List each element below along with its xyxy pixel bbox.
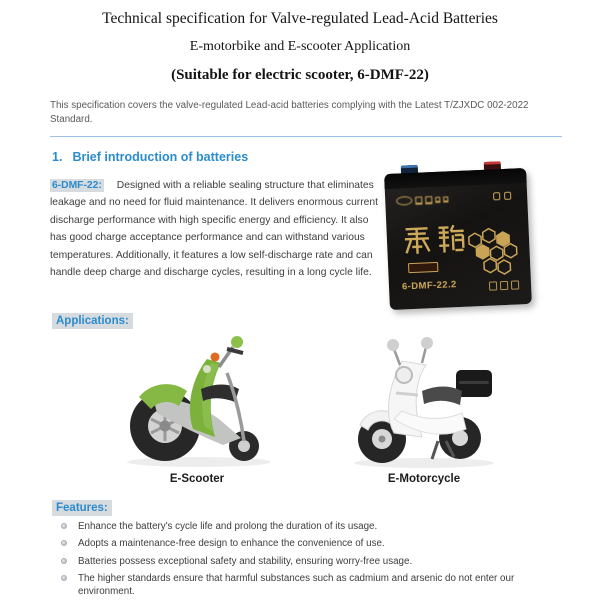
cert-icon bbox=[489, 281, 497, 290]
cert-icon bbox=[511, 280, 519, 289]
feature-item bbox=[60, 537, 566, 550]
feature-text: The higher standards ensure that harmful substances such as cadmium and arsenic do not enter our environment. bbox=[78, 573, 515, 598]
features-list bbox=[60, 520, 566, 600]
battery-headline-cn bbox=[402, 223, 465, 258]
e-scooter-caption: E-Scooter bbox=[169, 473, 225, 485]
feature-text: Enhance the battery's cycle life and prolong the duration of its usage. bbox=[78, 521, 378, 532]
brand-oval-icon bbox=[396, 196, 412, 206]
horizontal-divider bbox=[50, 136, 562, 137]
feature-item bbox=[60, 572, 566, 598]
section-title: Brief introduction of batteries bbox=[72, 150, 249, 164]
applications-label: Applications: bbox=[52, 313, 133, 329]
brand-glyph bbox=[443, 196, 448, 202]
e-motorcycle-image bbox=[338, 333, 510, 471]
bullet-icon bbox=[61, 558, 67, 564]
feature-item bbox=[60, 520, 566, 533]
section-1-heading bbox=[52, 150, 248, 164]
document-title-line2: E-motorbike and E-scooter Application bbox=[189, 39, 411, 54]
e-motorcycle-caption: E-Motorcycle bbox=[387, 473, 461, 485]
bullet-icon bbox=[61, 575, 67, 581]
model-label-highlight: 6-DMF-22: bbox=[52, 180, 102, 191]
bullet-icon bbox=[61, 540, 67, 546]
emblem-icon bbox=[504, 192, 511, 200]
document-title-line3: (Suitable for electric scooter, 6-DMF-22) bbox=[171, 67, 429, 83]
e-scooter-figure bbox=[103, 333, 291, 485]
features-label: Features: bbox=[52, 500, 112, 516]
honeycomb-icon bbox=[463, 226, 525, 279]
e-motorcycle-figure bbox=[335, 333, 513, 485]
cert-icon bbox=[500, 281, 508, 290]
brand-glyph bbox=[425, 196, 432, 204]
section-body-text: Designed with a reliable sealing structure that eliminates leakage and no need for fluid maintenance. It delivers enormous current discharge performance with high specific energy and efficiency. It also has good charge acceptance performance and can withstand various temperatures. Additionally, it features a low self-discharge rate and can handle deep charge and discharge cycles, resulting in a long cycle life. bbox=[50, 180, 378, 279]
battery-top-emblems bbox=[493, 192, 511, 201]
bullet-icon bbox=[61, 523, 67, 529]
e-scooter-image bbox=[107, 333, 287, 471]
document-title-line1: Technical specification for Valve-regulated Lead-Acid Batteries bbox=[102, 10, 498, 27]
section-number: 1. bbox=[52, 150, 63, 164]
brand-glyph bbox=[415, 196, 422, 204]
emblem-icon bbox=[493, 192, 500, 200]
feature-text: Adopts a maintenance-free design to enhance the convenience of use. bbox=[78, 538, 385, 550]
intro-paragraph: This specification covers the valve-regulated Lead-acid batteries complying with the Latest T/ZJXDC 002-2022 Standard. bbox=[50, 100, 529, 125]
battery-sub-badge bbox=[408, 262, 438, 273]
battery-model-text: 6-DMF-22.2 bbox=[401, 279, 457, 293]
battery-image bbox=[381, 155, 539, 315]
section-1-paragraph bbox=[50, 177, 384, 281]
battery-body bbox=[384, 168, 532, 310]
battery-brand-logo bbox=[396, 194, 448, 205]
feature-text: Batteries possess exceptional safety and stability, ensuring worry-free usage. bbox=[78, 555, 413, 567]
brand-glyph bbox=[435, 196, 440, 202]
battery-cert-icons bbox=[489, 280, 519, 290]
feature-item bbox=[60, 555, 566, 568]
